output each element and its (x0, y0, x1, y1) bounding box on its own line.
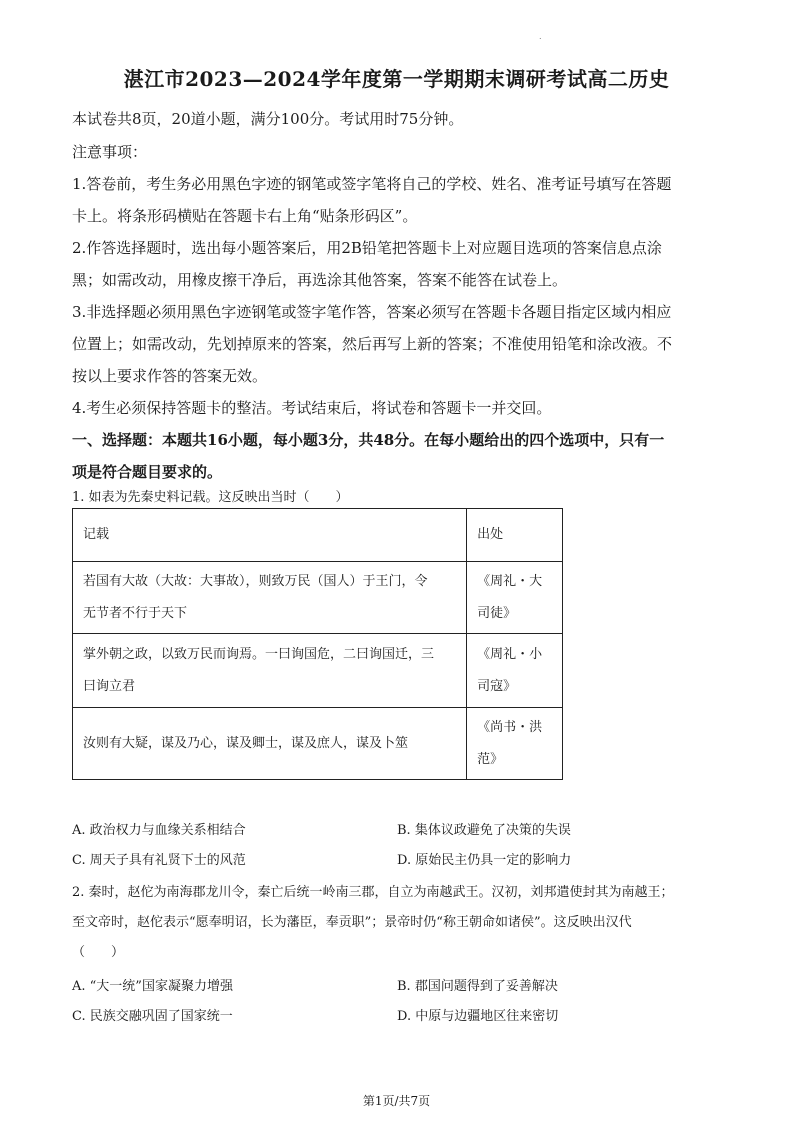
question-2-stem: 2. 秦时，赵佗为南海郡龙川令，秦亡后统一岭南三郡，自立为南越武王。汉初，刘邦遣使封其为南越王； (72, 885, 674, 900)
notice-line: 黑；如需改动，用橡皮擦干净后，再选涂其他答案，答案不能答在试卷上。 (72, 271, 568, 289)
section-heading: 项是符合题目要求的。 (72, 463, 223, 481)
q2-option-d: D. 中原与边疆地区往来密切 (397, 1009, 559, 1024)
notice-line: 2.作答选择题时，选出每小题答案后，用2B铅笔把答题卡上对应题目选项的答案信息点涂 (72, 239, 662, 257)
notice-line: 位置上；如需改动，先划掉原来的答案，然后再写上新的答案；不准使用铅笔和涂改液。不 (72, 335, 673, 353)
header-record: 记载 (73, 509, 467, 562)
table-row (73, 634, 563, 708)
record-cell: 掌外朝之政，以致万民而询焉。一曰询国危，二曰询国迁，三 曰询立君 (73, 634, 467, 708)
section-heading: 一、选择题：本题共16小题，每小题3分，共48分。在每小题给出的四个选项中，只有一 (72, 431, 665, 449)
exam-page: . 湛江市2023—2024学年度第一学期期末调研考试高二历史 本试卷共8页，20道小题，满分100分。考试用时75分钟。 注意事项： 1.答卷前，考生务必用黑色字迹的钢笔或签字笔将自己的学校、姓名、准考证号填写在答题 卡上。将条形码横贴在答题卡右上角“贴条形码区”。 2.作答选择题时，选出每小题答案后，用2B铅笔把答题卡上对应题目选项的答案信息点涂 黑；如需改动，用橡皮擦干净后，再选涂其他答案，答案不能答在试卷上。 3.非选择题必须用黑色字迹钢笔或签字笔作答，答案必须写在答题卡各题目指定区域内相应 位置上；如需改动，先划掉原来的答案，然后再写上新的答案；不准使用铅笔和涂改液。不 按以上要求作答的答案无效。 4.考生必须保持答题卡的整洁。考试结束后，将试卷和答题卡一并交回。 一、选择题：本题共16小题，每小题3分，共48分。在每小题给出的四个选项中，只有一 项是符合题目要求的。 1. 如表为先秦史料记载。这反映出当时（ ） 记载 出处 若国有大故（大故：大事故），则致万民（国人）于王门，令 无节者不行于天下 《周礼・大 司徒》 掌外朝之政，以致万民而询焉。一曰询国危，二曰询国迁，三 曰询立君 《周礼・小 司寇》 汝则有大疑，谋及乃心，谋及卿士，谋及庶人，谋及卜筮 《尚书・洪 范》 A. 政治权力与血缘关系相结合 B. 集体议政避免了决策的失误 C. 周天子具有礼贤下士的风范 D. 原始民主仍具一定的影响力 2. 秦时，赵佗为南海郡龙川令，秦亡后统一岭南三郡，自立为南越武王。汉初，刘邦遣使封其为南越王； 至文帝时，赵佗表示“愿奉明诏，长为藩臣，奉贡职”；景帝时仍“称王朝命如诸侯”。这反映出汉代 （ ） A. “大一统”国家凝聚力增强 B. 郡国问题得到了妥善解决 C. 民族交融巩固了国家统一 D. 中原与边疆地区往来密切 第1页/共7页 (0, 0, 793, 1122)
notice-line: 按以上要求作答的答案无效。 (72, 367, 268, 385)
question-1-stem: 1. 如表为先秦史料记载。这反映出当时（ ） (72, 490, 349, 505)
page-footer: 第1页/共7页 (362, 1094, 431, 1108)
header-source: 出处 (467, 509, 563, 562)
notice-line: 4.考生必须保持答题卡的整洁。考试结束后，将试卷和答题卡一并交回。 (72, 399, 552, 417)
q1-option-b: B. 集体议政避免了决策的失误 (397, 823, 571, 838)
q1-option-c: C. 周天子具有礼贤下士的风范 (72, 853, 246, 868)
source-cell: 《周礼・大 司徒》 (467, 562, 563, 634)
source-cell: 《尚书・洪 范》 (467, 708, 563, 780)
source-cell: 《周礼・小 司寇》 (467, 634, 563, 708)
q1-option-d: D. 原始民主仍具一定的影响力 (397, 853, 572, 868)
notice-line: 3.非选择题必须用黑色字迹钢笔或签字笔作答，答案必须写在答题卡各题目指定区域内相应 (72, 303, 672, 321)
question-2-stem: （ ） (72, 945, 125, 960)
q2-option-c: C. 民族交融巩固了国家统一 (72, 1009, 233, 1024)
record-cell: 汝则有大疑，谋及乃心，谋及卿士，谋及庶人，谋及卜筮 (73, 708, 467, 780)
question-2-stem: 至文帝时，赵佗表示“愿奉明诏，长为藩臣，奉贡职”；景帝时仍“称王朝命如诸侯”。这反映出汉代 (72, 915, 632, 930)
notice-line: 卡上。将条形码横贴在答题卡右上角“贴条形码区”。 (72, 207, 418, 225)
source-table (72, 508, 563, 780)
table-row (73, 562, 563, 634)
exam-title: 湛江市2023—2024学年度第一学期期末调研考试高二历史 (123, 67, 670, 91)
notice-heading: 注意事项： (72, 143, 148, 161)
table-row (73, 708, 563, 780)
exam-intro: 本试卷共8页，20道小题，满分100分。考试用时75分钟。 (72, 110, 464, 128)
q1-option-a: A. 政治权力与血缘关系相结合 (72, 823, 246, 838)
notice-line: 1.答卷前，考生务必用黑色字迹的钢笔或签字笔将自己的学校、姓名、准考证号填写在答题 (72, 175, 672, 193)
table-header-row (73, 509, 563, 562)
record-cell: 若国有大故（大故：大事故），则致万民（国人）于王门，令 无节者不行于天下 (73, 562, 467, 634)
q2-option-a: A. “大一统”国家凝聚力增强 (72, 979, 233, 994)
q2-option-b: B. 郡国问题得到了妥善解决 (397, 979, 558, 994)
